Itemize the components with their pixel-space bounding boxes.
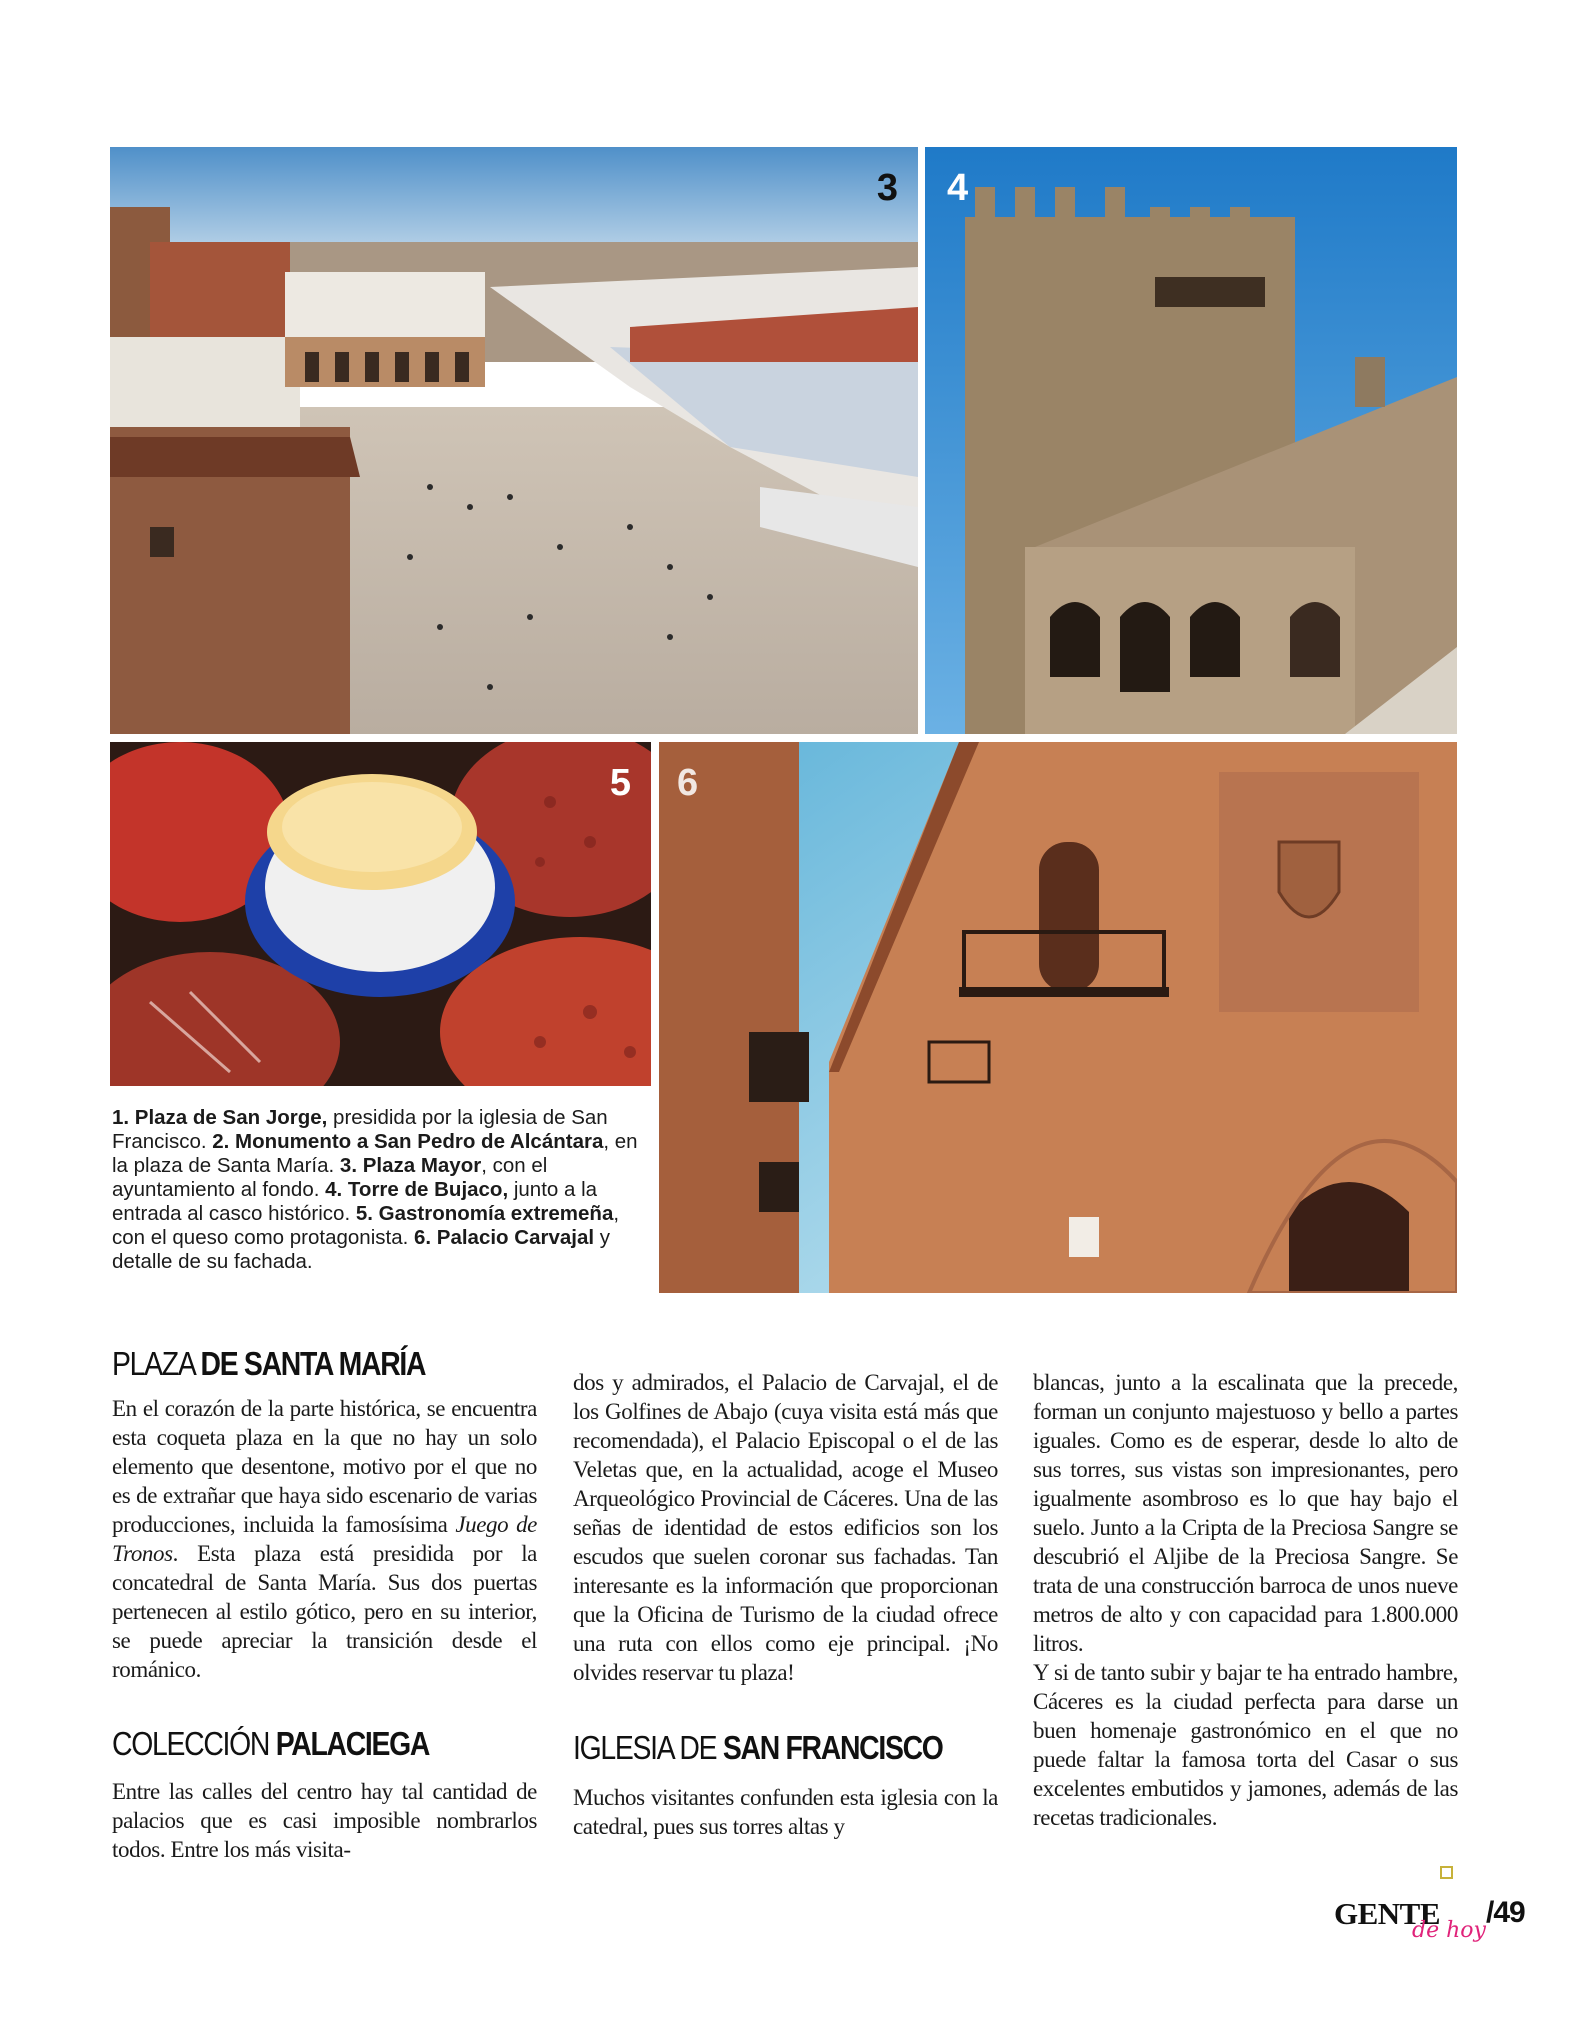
article-column-2: [573, 1368, 998, 1841]
section-heading-san-francisco: [573, 1729, 943, 1767]
photo-plaza-mayor: [110, 147, 918, 734]
section-heading-santa-maria: [112, 1345, 478, 1383]
article-column-3: [1033, 1368, 1458, 1832]
gastronomy-paragraph: Y si de tanto subir y bajar te ha entrado hambre, Cáceres es la ciudad perfecta para darse un buen homenaje gastronómico en el que no puede faltar la famosa torta del Casar o sus excelentes embutidos y jamones, además de las recetas tradicionales.: [1033, 1660, 1458, 1830]
magazine-logo-subtitle: de hoy: [1412, 1918, 1486, 1943]
plaza-mayor-image: [110, 147, 918, 734]
caption-item-2-text: , en la plaza de Santa María.: [112, 1130, 638, 1177]
santa-maria-paragraph: [112, 1394, 537, 1684]
palaciega-paragraph-continued: dos y admirados, el Palacio de Carvajal, el de los Golfines de Abajo (cuya visita está más que recomendada), el Palacio Episcopal o el de las Veletas que, en la actualidad, acoge el Museo Arqueológico Provincial de Cáceres. Una de las señas de identidad de estos edificios son los escudos que suelen coronar sus fachadas. Tan interesante es la información que proporcionan que la Oficina de Turismo de la ciudad ofrece una ruta con ellos como eje principal. ¡No olvides reservar tu plaza!: [573, 1370, 998, 1685]
caption-item-3-text: , con el ayuntamiento al fondo.: [112, 1154, 548, 1201]
photo-torre-bujaco: [925, 147, 1457, 734]
caption-item-4-text: junto a la entrada al casco histórico.: [112, 1178, 598, 1225]
paragraph-text: En el corazón de la parte histórica, se encuentra esta coqueta plaza en la que no hay un solo elemento que desentone, motivo por el que no es de extrañar que haya sido escenario de varias producciones, incluida la famosísima: [112, 1396, 537, 1537]
photo-number: 4: [947, 167, 969, 209]
heading-bold: SAN FRANCISCO: [722, 1729, 943, 1766]
caption-item-5-title: 5. Gastronomía extremeña: [355, 1202, 614, 1225]
san-francisco-paragraph-start: Muchos visitantes confunden esta iglesia con la catedral, pues sus torres altas y: [573, 1785, 998, 1839]
palaciega-paragraph-start: Entre las calles del centro hay tal cantidad de palacios que es casi imposible nombrarlos todos. Entre los más visita-: [112, 1779, 537, 1862]
article-column-1: [112, 1345, 537, 1864]
heading-light: COLECCIÓN: [112, 1725, 276, 1762]
magazine-logo: GENTE: [1334, 1896, 1441, 1931]
photo-number: 5: [609, 762, 631, 804]
heading-bold: DE SANTA MARÍA: [200, 1345, 426, 1382]
photo-number: 6: [677, 762, 699, 804]
page-footer: [1334, 1896, 1534, 1956]
palacio-carvajal-image: [659, 742, 1457, 1293]
caption-item-3-title: 3. Plaza Mayor: [339, 1154, 482, 1177]
caption-item-1-text: presidida por la iglesia de San Francisco.: [112, 1106, 608, 1153]
paragraph-italic: Juego de Tronos: [112, 1512, 537, 1566]
caption-item-6-text: y detalle de su fachada.: [112, 1226, 611, 1273]
heading-bold: PALACIEGA: [275, 1725, 430, 1762]
gastronomia-image: [110, 742, 651, 1086]
photo-gastronomia: [110, 742, 651, 1086]
caption-item-2-title: 2. Monumento a San Pedro de Alcántara: [212, 1130, 604, 1153]
caption-item-5-text: , con el queso como protagonista.: [112, 1202, 620, 1249]
caption-item-4-title: 4. Torre de Bujaco,: [325, 1178, 509, 1201]
page-number: /49: [1486, 1896, 1525, 1929]
end-of-article-mark: [1440, 1866, 1453, 1879]
photo-caption: [112, 1106, 647, 1274]
heading-light: IGLESIA DE: [573, 1729, 723, 1766]
heading-light: PLAZA: [112, 1345, 201, 1382]
paragraph-text: . Esta plaza está presidida por la concatedral de Santa María. Sus dos puertas pertenecen al estilo gótico, pero en su interior, se puede apreciar la transición desde el románico.: [112, 1541, 537, 1682]
section-heading-palaciega: [112, 1725, 478, 1763]
san-francisco-paragraph-continued: blancas, junto a la escalinata que la precede, forman un conjunto majestuoso y bello a partes iguales. Como es de esperar, desde lo alto de sus torres, sus vistas son impresionantes, pero igualmente asombroso es lo que hay bajo el suelo. Junto a la Cripta de la Preciosa Sangre se descubrió el Aljibe de la Preciosa Sangre. Se trata de una construcción barroca de unos nueve metros de alto y con capacidad para 1.800.000 litros.: [1033, 1370, 1458, 1656]
caption-item-1-title: 1. Plaza de San Jorge,: [112, 1106, 328, 1129]
photo-palacio-carvajal: [659, 742, 1457, 1293]
torre-bujaco-image: [925, 147, 1457, 734]
photo-number: 3: [876, 167, 898, 209]
caption-item-6-title: 6. Palacio Carvajal: [414, 1226, 595, 1249]
